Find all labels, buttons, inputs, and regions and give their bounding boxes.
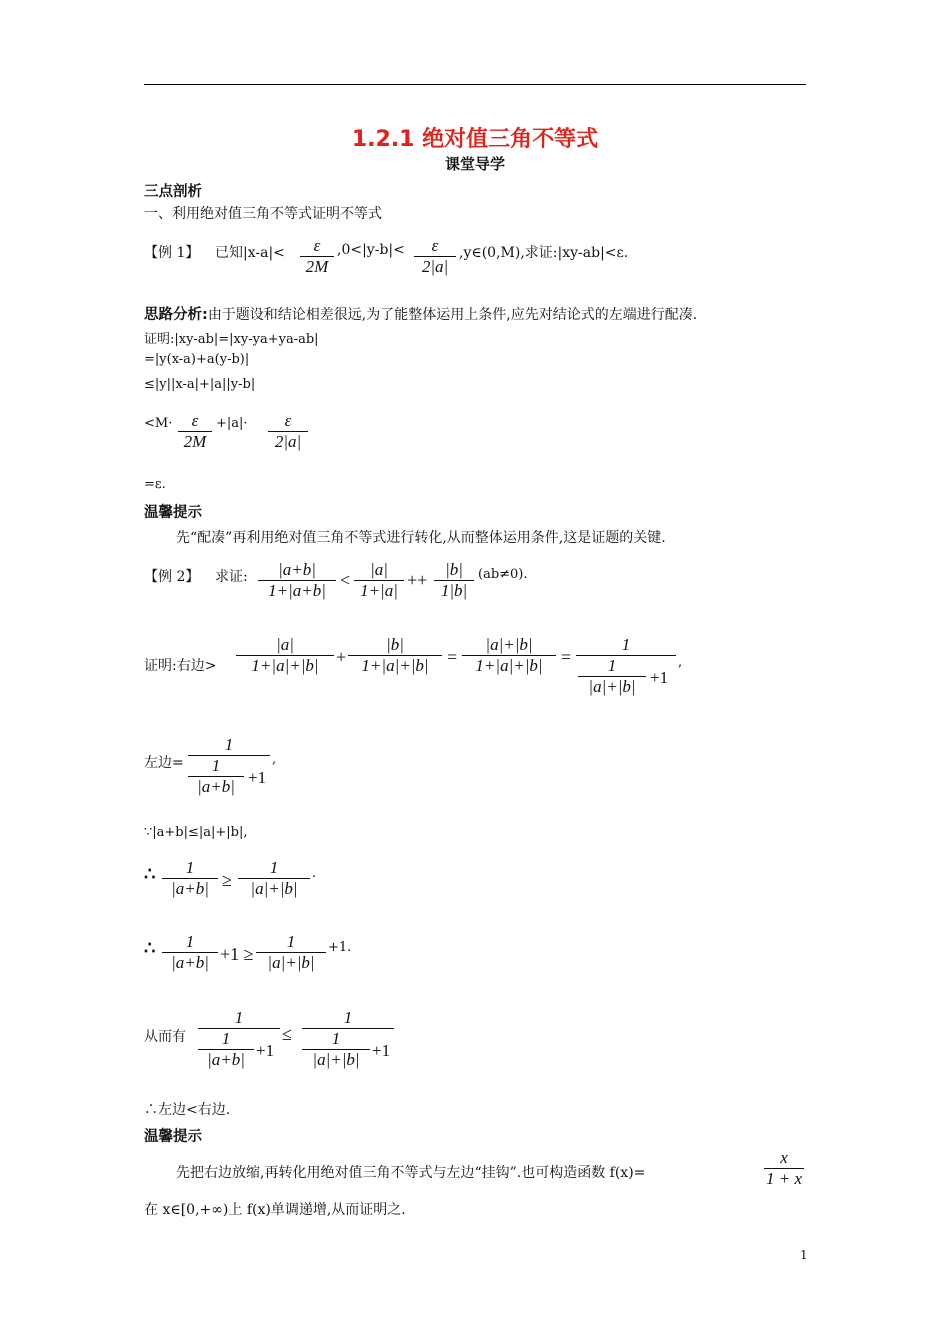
fraction-denominator: |a|+|b| xyxy=(588,677,636,696)
proof-1-line-1: 证明:|xy-ab|=|xy-ya+ya-ab| xyxy=(144,332,319,347)
fraction-denominator: 1+|a+b| xyxy=(268,581,326,600)
example-2-fraction-3 xyxy=(434,560,474,601)
fraction-numerator: |a|+|b| xyxy=(485,635,533,654)
example-1-fraction-2 xyxy=(414,236,456,277)
proof-1-line-5: =ε. xyxy=(144,477,166,492)
plus-one: +1 xyxy=(256,1041,275,1060)
plus-one: +1 xyxy=(248,768,267,787)
therefore-symbol-2: ∴ xyxy=(144,938,156,958)
fraction-numerator: ε xyxy=(431,236,439,255)
fraction-denominator xyxy=(188,756,270,806)
fraction-denominator xyxy=(576,656,676,706)
fraction-numerator: 1 xyxy=(343,1008,353,1027)
tip-2-fraction xyxy=(764,1148,804,1189)
fraction-numerator: 1 xyxy=(221,1029,231,1048)
proof-2-fraction-b xyxy=(348,635,442,676)
analysis-paragraph xyxy=(144,303,697,324)
fraction-numerator: |a| xyxy=(276,635,294,654)
example-1-text-b: ,0<|y-b|< xyxy=(337,242,405,258)
fraction-numerator: 1 xyxy=(185,858,195,877)
page-number: 1 xyxy=(800,1248,808,1262)
example-1-fraction-1 xyxy=(300,236,334,277)
left-side-complex-fraction xyxy=(188,735,270,806)
inner-fraction xyxy=(578,656,646,697)
fraction-denominator: |a+b| xyxy=(171,953,209,972)
example-1-label: 【例 1】 xyxy=(144,245,200,261)
fraction-denominator: |a|+|b| xyxy=(267,953,315,972)
therefore-2-middle: +1 ≥ xyxy=(220,944,254,964)
example-2-fraction-2 xyxy=(354,560,404,601)
fraction-denominator: |a+b| xyxy=(207,1050,245,1069)
fraction-denominator: 1+|a| xyxy=(360,581,398,600)
fraction-numerator: ε xyxy=(313,236,321,255)
fraction-numerator: 1 xyxy=(234,1008,244,1027)
therefore-1-geq: ≥ xyxy=(222,870,232,890)
conclusion: ∴左边<右边. xyxy=(144,1102,231,1118)
tip-2-text-2: 在 x∈[0,+∞)上 f(x)单调递增,从而证明之. xyxy=(144,1202,406,1218)
example-2-condition: (ab≠0). xyxy=(478,567,528,582)
therefore-1-fraction-1 xyxy=(162,858,218,899)
fraction-denominator: |a|+|b| xyxy=(312,1050,360,1069)
fraction-numerator: |a+b| xyxy=(278,560,316,579)
fraction-denominator: 1+|a|+|b| xyxy=(361,656,429,675)
therefore-1-fraction-2 xyxy=(238,858,310,899)
fraction-denominator: 1+|a|+|b| xyxy=(251,656,319,675)
plus-one: +1 xyxy=(650,668,669,687)
fraction-numerator: 1 xyxy=(185,932,195,951)
proof-1-line-4-a: <M· xyxy=(144,416,173,431)
fraction-numerator: 1 xyxy=(331,1029,341,1048)
proof-1-line-2: =|y(x-a)+a(y-b)| xyxy=(144,352,250,367)
therefore-2-fraction-2 xyxy=(256,932,326,973)
proof-2-fraction-c xyxy=(462,635,556,676)
fraction-denominator: 2|a| xyxy=(421,257,449,276)
example-2-label: 【例 2】 xyxy=(144,569,200,585)
proof-1-line-4-b: +|a|· xyxy=(216,416,248,431)
fraction-denominator: 1+|a|+|b| xyxy=(475,656,543,675)
section-heading: 三点剖析 xyxy=(144,184,202,200)
fraction-numerator: ε xyxy=(284,411,292,430)
hence-fraction-2 xyxy=(302,1008,394,1079)
topic-heading: 一、利用绝对值三角不等式证明不等式 xyxy=(144,206,382,222)
inner-fraction xyxy=(302,1029,370,1070)
proof-1-line-3: ≤|y||x-a|+|a||y-b| xyxy=(144,377,256,392)
therefore-2-fraction-1 xyxy=(162,932,218,973)
proof-2-plus: + xyxy=(336,647,347,667)
fraction-numerator: 1 xyxy=(224,735,234,754)
proof-2-complex-fraction xyxy=(576,635,676,706)
fraction-numerator: 1 xyxy=(269,858,279,877)
fraction-numerator: |b| xyxy=(386,635,404,654)
fraction-numerator: ε xyxy=(191,411,199,430)
example-1-text-a: 已知|x-a|< xyxy=(215,245,285,261)
hence-leq: ≤ xyxy=(282,1024,292,1044)
fraction-denominator: |a+b| xyxy=(197,777,235,796)
hence-fraction-1 xyxy=(198,1008,280,1079)
hence-label: 从而有 xyxy=(144,1029,186,1045)
proof-1-fraction-1 xyxy=(178,411,212,452)
example-1-text-c: ,y∈(0,M),求证:|xy-ab|<ε. xyxy=(459,245,629,261)
therefore-2-end: +1. xyxy=(328,940,352,955)
left-side-label: 左边= xyxy=(144,755,184,771)
because-line: ∵|a+b|≤|a|+|b|, xyxy=(144,825,248,840)
therefore-symbol-1: ∴ xyxy=(144,864,156,884)
proof-2-equals-1: = xyxy=(447,647,458,667)
fraction-numerator: x xyxy=(780,1148,788,1167)
left-side-comma: , xyxy=(272,752,277,767)
page-subtitle: 课堂导学 xyxy=(444,155,505,173)
therefore-1-end: . xyxy=(312,866,317,881)
proof-2-fraction-a xyxy=(236,635,334,676)
example-2-text-a: 求证: xyxy=(215,569,248,585)
proof-2-equals-2: = xyxy=(561,647,572,667)
fraction-denominator: 2|a| xyxy=(274,432,302,451)
proof-1-fraction-2 xyxy=(268,411,308,452)
fraction-denominator: |a|+|b| xyxy=(250,879,298,898)
fraction-denominator: |a+b| xyxy=(171,879,209,898)
fraction-denominator: 2M xyxy=(183,432,207,451)
inner-fraction xyxy=(198,1029,254,1070)
plus-one: +1 xyxy=(372,1041,391,1060)
fraction-numerator: 1 xyxy=(621,635,631,654)
tip-2-heading: 温馨提示 xyxy=(144,1129,202,1145)
analysis-label: 思路分析: xyxy=(144,307,208,323)
fraction-denominator: 1 + x xyxy=(765,1169,803,1188)
tip-1-text: 先“配凑”再利用绝对值三角不等式进行转化,从而整体运用条件,这是证题的关键. xyxy=(176,530,666,546)
example-2-less-than: < xyxy=(340,570,351,590)
fraction-numerator: |b| xyxy=(445,560,463,579)
page-title: 1.2.1 绝对值三角不等式 xyxy=(351,127,599,152)
proof-2-label: 证明:右边> xyxy=(144,658,217,674)
fraction-denominator xyxy=(198,1029,280,1079)
example-2-fraction-1 xyxy=(258,560,336,601)
inner-fraction xyxy=(188,756,244,797)
tip-1-heading: 温馨提示 xyxy=(144,505,202,521)
fraction-numerator: 1 xyxy=(607,656,617,675)
analysis-text: 由于题设和结论相差很远,为了能整体运用上条件,应先对结论式的左端进行配凑. xyxy=(207,307,698,323)
fraction-denominator: 1|b| xyxy=(440,581,468,600)
tip-2-text: 先把右边放缩,再转化用绝对值三角不等式与左边“挂钩”.也可构造函数 f(x)= xyxy=(176,1165,646,1181)
header-rule xyxy=(144,84,806,85)
fraction-numerator: 1 xyxy=(211,756,221,775)
proof-2-comma: , xyxy=(678,655,683,670)
fraction-denominator xyxy=(302,1029,394,1079)
example-2-plus: ++ xyxy=(407,570,428,590)
fraction-numerator: 1 xyxy=(286,932,296,951)
fraction-denominator: 2M xyxy=(305,257,329,276)
fraction-numerator: |a| xyxy=(370,560,388,579)
